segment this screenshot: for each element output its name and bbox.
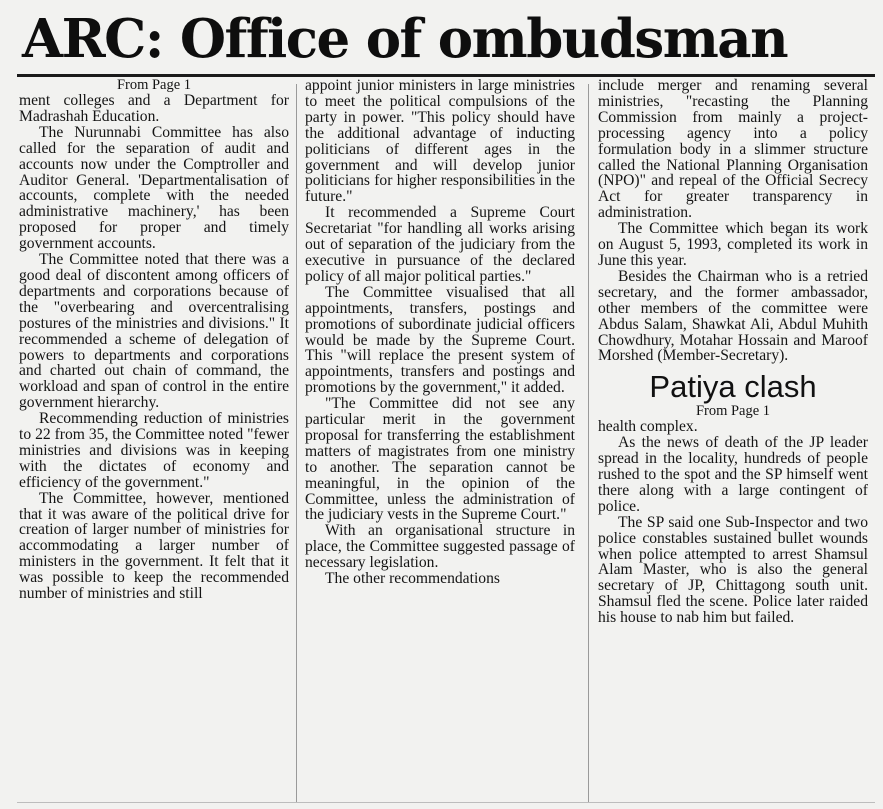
paragraph: include merger and renaming several ministries, "recasting the Planning Commission from mainly a project-processing agency into a policy formulation body in a slimmer structure called the National Planning Organisation (NPO)" and repeal of the Official Secrecy Act for greater transparency in administration. bbox=[598, 77, 868, 222]
column-2 bbox=[305, 78, 575, 587]
column-1 bbox=[19, 78, 289, 602]
sub-headline: Patiya clash bbox=[649, 369, 817, 405]
jump-line: From Page 1 bbox=[695, 403, 771, 420]
paragraph: It recommended a Supreme Court Secretariat "for handling all works arising out of separation of the judiciary from the executive in pursuance of the declared policy of all major political parties." bbox=[305, 204, 575, 285]
bottom-rule bbox=[17, 802, 875, 803]
jump-line: From Page 1 bbox=[116, 77, 192, 93]
paragraph: Besides the Chairman who is a retried secretary, and the former ambassador, other members of the committee were Abdus Salam, Shawkat Ali, Abdul Muhith Chowdhury, Motahar Hossain and Maroof Morshed (Member-Secretary). bbox=[598, 267, 868, 365]
paragraph: appoint junior ministers in large ministries to meet the political compulsions of the party in power. "This policy should have the additional advantage of inducting politicians of different ages in the government and will develop junior politicians for higher responsibilities in the future." bbox=[305, 77, 575, 206]
paragraph: The other recommendations bbox=[325, 570, 500, 588]
paragraph: health complex. bbox=[598, 418, 698, 436]
column-divider bbox=[296, 84, 297, 802]
paragraph: Recommending reduction of ministries to 22 from 35, the Committee noted "fewer ministries and divisions was in keeping with the dictates of economy and efficiency of the government." bbox=[19, 410, 289, 491]
paragraph: The SP said one Sub-Inspector and two police constables sustained bullet wounds when police attempted to arrest Shamsul Alam Master, who is also the general secretary of JP, Chittagong south unit. Shamsul fled the scene. Police later raided his house to nab him but failed. bbox=[598, 513, 868, 627]
paragraph: With an organisational structure in place, the Committee suggested passage of necessary legislation. bbox=[305, 522, 575, 572]
paragraph: ment colleges and a Department for Madrashah Education. bbox=[19, 92, 289, 125]
paragraph: The Committee visualised that all appointments, transfers, postings and promotions of subordinate judicial officers would be made by the Supreme Court. This "will replace the present system of appointments, transfers and postings and promotions by the government," it added. bbox=[305, 283, 575, 397]
paragraph: The Nurunnabi Committee has also called for the separation of audit and accounts now under the Comptroller and Auditor General. 'Departmentalisation of accounts, complete with the needed administrative machinery,' has been proposed for proper and timely government accounts. bbox=[19, 123, 289, 253]
paragraph: The Committee which began its work on August 5, 1993, completed its work in June this year. bbox=[598, 220, 868, 269]
headline: ARC: Office of ombudsman bbox=[22, 8, 788, 70]
paragraph: The Committee, however, mentioned that it was aware of the political drive for creation of larger number of ministries for accommodating a larger number of ministers in the government. It felt that it was possible to keep the recommended number of ministries and still bbox=[19, 489, 289, 603]
paragraph: The Committee noted that there was a good deal of discontent among officers of departments and corporations because of the "overbearing and overcentralising postures of the ministries and divisions." It recommended a scheme of delegation of powers to departments and corporations and charted out chain of command, the workload and span of control in the entire government hierarchy. bbox=[19, 251, 289, 412]
paragraph: As the news of death of the JP leader spread in the locality, hundreds of people rushed to the spot and the SP himself went there along with a large contingent of police. bbox=[598, 434, 868, 515]
column-3 bbox=[598, 78, 868, 626]
column-divider bbox=[588, 84, 589, 802]
paragraph: "The Committee did not see any particular merit in the government proposal for transferring the establishment matters of magistrates from one ministry to another. The separation cannot be meaningful, in the opinion of the Committee, unless the administration of the judiciary vests in the Supreme Court." bbox=[305, 395, 575, 524]
